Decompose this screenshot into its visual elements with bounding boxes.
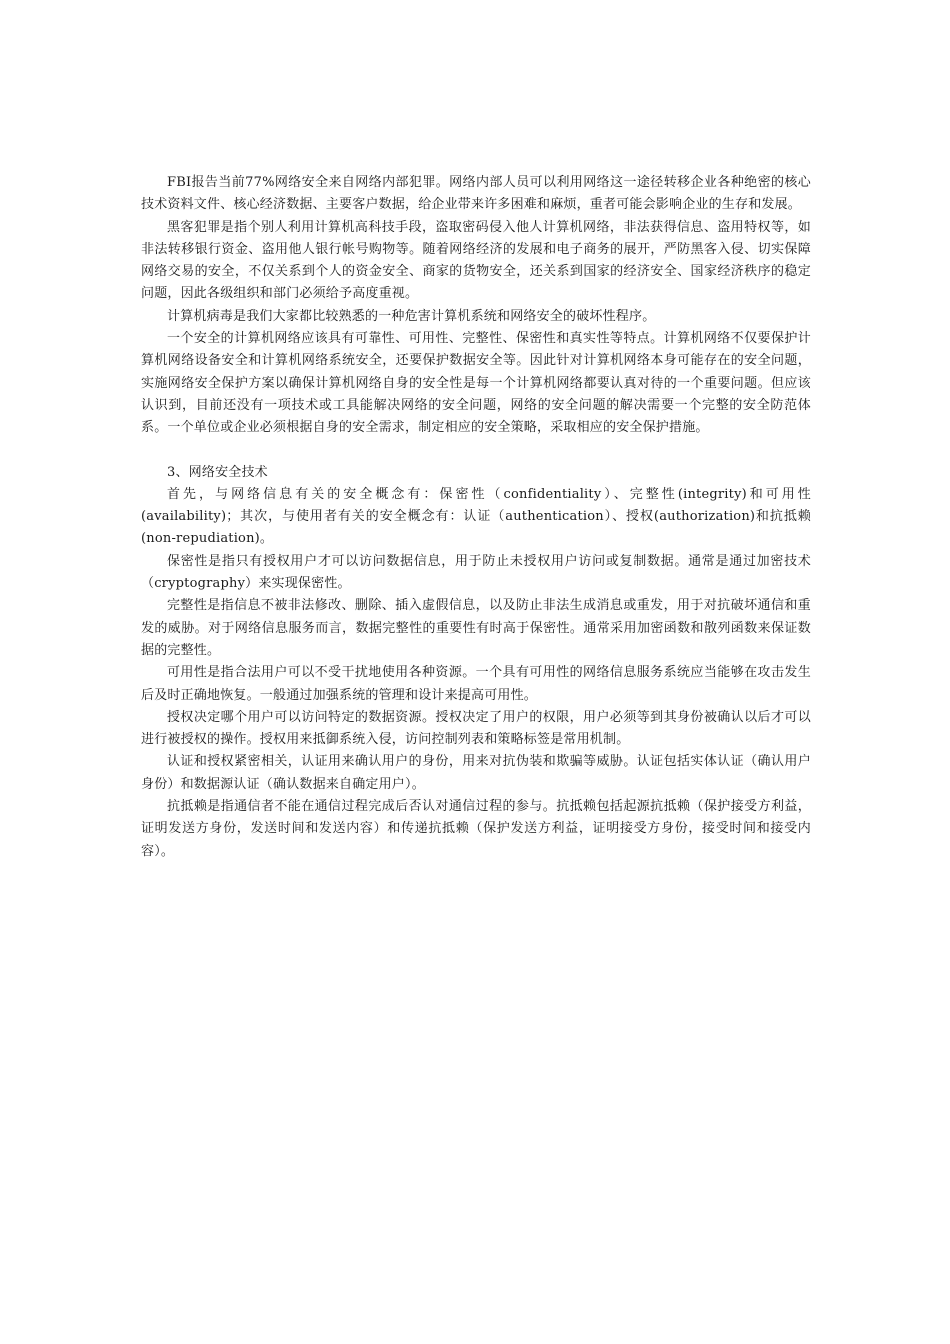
paragraph-authorization: 授权决定哪个用户可以访问特定的数据资源。授权决定了用户的权限，用户必须等到其身份被确认以后才可以进行被授权的操作。授权用来抵御系统入侵，访问控制列表和策略标签是常用机制。: [141, 709, 811, 748]
paragraph-security-concepts: 首先，与网络信息有关的安全概念有：保密性（confidentiality）、完整性(integrity)和可用性(availability)；其次，与使用者有关的安全概念有：认证（authentication）、授权(authorization)和抗抵赖(non-repudiation)。: [141, 486, 811, 547]
paragraph-confidentiality: 保密性是指只有授权用户才可以访问数据信息，用于防止未授权用户访问或复制数据。通常是通过加密技术（cryptography）来实现保密性。: [141, 553, 811, 592]
paragraph-hacker-crime: 黑客犯罪是指个别人利用计算机高科技手段，盗取密码侵入他人计算机网络，非法获得信息、盗用特权等，如非法转移银行资金、盗用他人银行帐号购物等。随着网络经济的发展和电子商务的展开，严防黑客入侵、切实保障网络交易的安全，不仅关系到个人的资金安全、商家的货物安全，还关系到国家的经济安全、国家经济秩序的稳定问题，因此各级组织和部门必须给予高度重视。: [141, 219, 811, 302]
paragraph-authentication: 认证和授权紧密相关，认证用来确认用户的身份，用来对抗伪装和欺骗等威胁。认证包括实体认证（确认用户身份）和数据源认证（确认数据来自确定用户）。: [141, 754, 811, 792]
paragraph-computer-virus: 计算机病毒是我们大家都比较熟悉的一种危害计算机系统和网络安全的破坏性程序。: [167, 308, 656, 324]
section-heading: 3、网络安全技术: [167, 464, 268, 480]
section-spacer: [141, 440, 811, 462]
paragraph-availability: 可用性是指合法用户可以不受干扰地使用各种资源。一个具有可用性的网络信息服务系统应当能够在攻击发生后及时正确地恢复。一般通过加强系统的管理和设计来提高可用性。: [141, 665, 811, 703]
paragraph-non-repudiation: 抗抵赖是指通信者不能在通信过程完成后否认对通信过程的参与。抗抵赖包括起源抗抵赖（保护接受方利益，证明发送方身份，发送时间和发送内容）和传递抗抵赖（保护发送方利益，证明接受方身份，接受时间和接受内容）。: [141, 799, 811, 859]
document-body: [141, 172, 811, 863]
paragraph-fbi-report: FBI报告当前77%网络安全来自网络内部犯罪。网络内部人员可以利用网络这一途径转移企业各种绝密的核心技术资料文件、核心经济数据、主要客户数据，给企业带来许多困难和麻烦，重者可能会影响企业的生存和发展。: [141, 175, 811, 213]
paragraph-secure-network: 一个安全的计算机网络应该具有可靠性、可用性、完整性、保密性和真实性等特点。计算机网络不仅要保护计算机网络设备安全和计算机网络系统安全，还要保护数据安全等。因此针对计算机网络本身可能存在的安全问题，实施网络安全保护方案以确保计算机网络自身的安全性是每一个计算机网络都要认真对待的一个重要问题。但应该认识到，目前还没有一项技术或工具能解决网络的安全问题，网络的安全问题的解决需要一个完整的安全防范体系。一个单位或企业必须根据自身的安全需求，制定相应的安全策略，采取相应的安全保护措施。: [141, 331, 811, 436]
paragraph-integrity: 完整性是指信息不被非法修改、删除、插入虚假信息，以及防止非法生成消息或重发，用于对抗破坏通信和重发的威胁。对于网络信息服务而言，数据完整性的重要性有时高于保密性。通常采用加密函数和散列函数来保证数据的完整性。: [141, 598, 811, 658]
